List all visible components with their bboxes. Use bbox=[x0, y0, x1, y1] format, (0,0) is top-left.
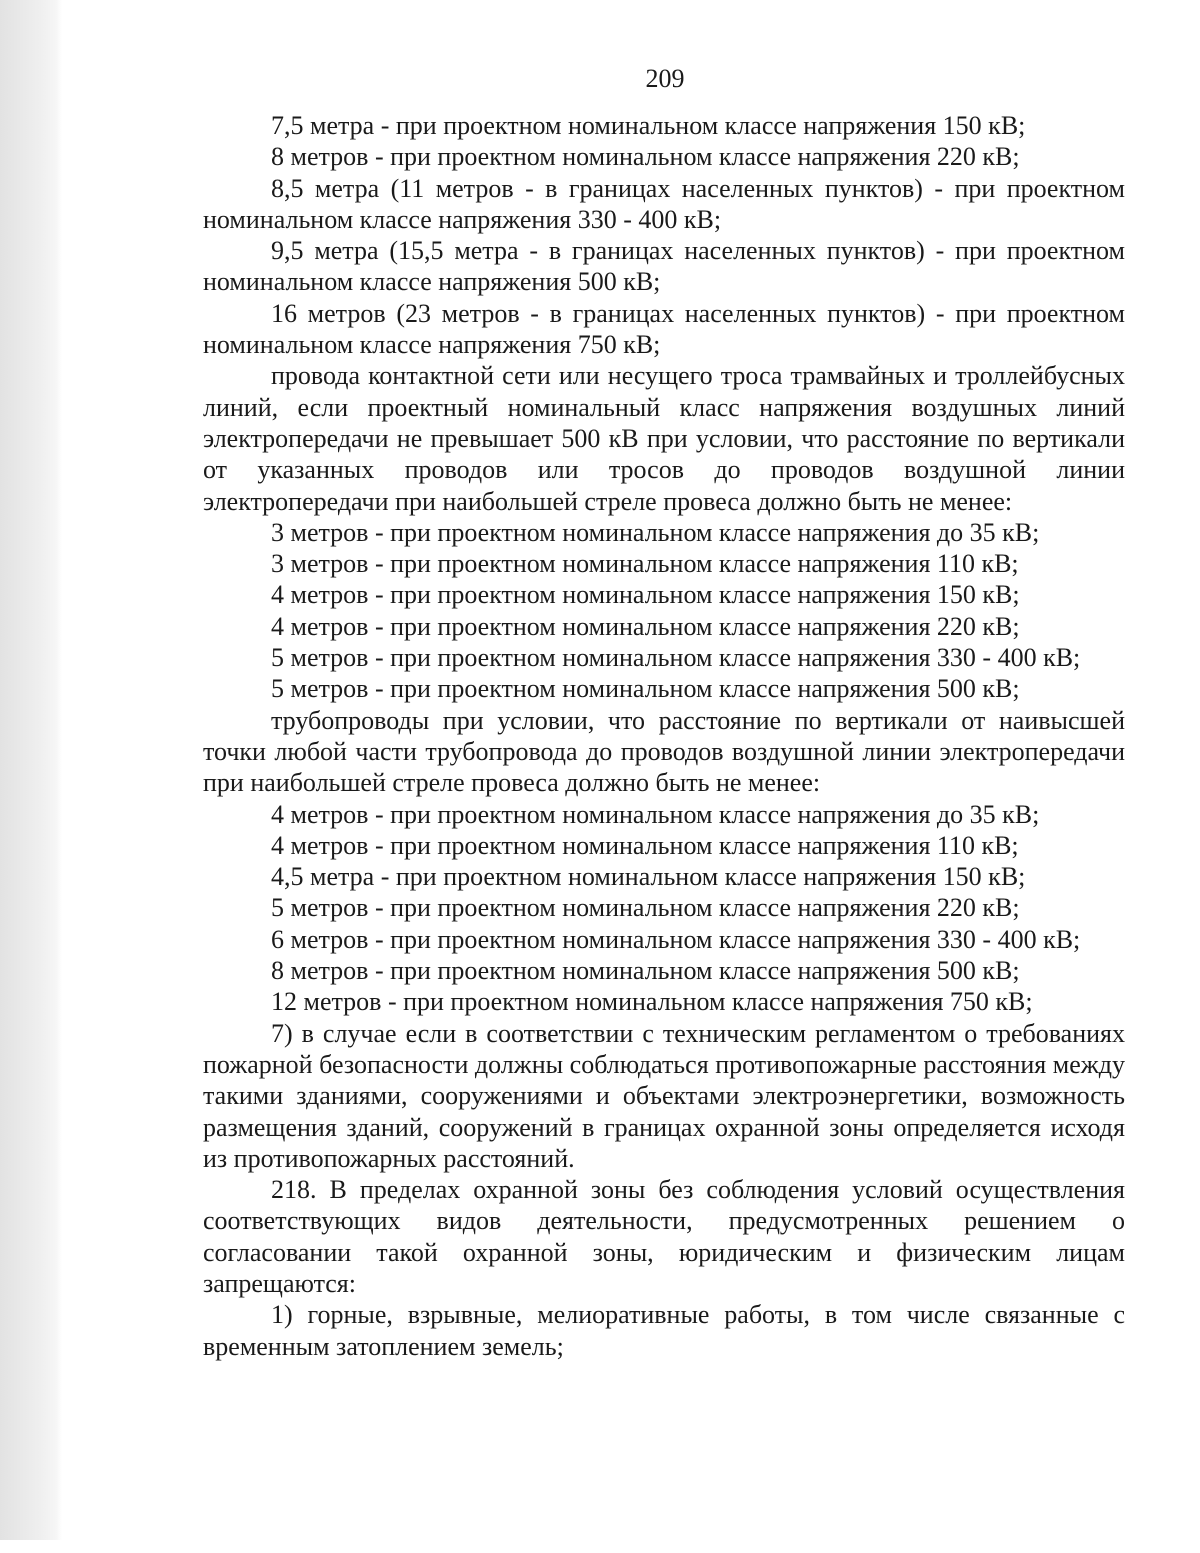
paragraph: 8 метров - при проектном номинальном классе напряжения 220 кВ; bbox=[271, 142, 1020, 172]
paragraph: 5 метров - при проектном номинальном классе напряжения 500 кВ; bbox=[271, 674, 1020, 704]
paragraph: 3 метров - при проектном номинальном классе напряжения 110 кВ; bbox=[271, 549, 1019, 579]
paragraph: 12 метров - при проектном номинальном классе напряжения 750 кВ; bbox=[271, 987, 1033, 1017]
paragraph: 5 метров - при проектном номинальном классе напряжения 220 кВ; bbox=[271, 893, 1020, 923]
paragraph: 3 метров - при проектном номинальном классе напряжения до 35 кВ; bbox=[271, 517, 1040, 547]
paragraph: 218. В пределах охранной зоны без соблюдения условий осуществления соответствующих видов деятельности, предусмотренных решением о согласовании такой охранной зоны, юридическим и физическим лицам запрещаются: bbox=[203, 1175, 1125, 1298]
document-body bbox=[203, 110, 1125, 1362]
paragraph: 4 метров - при проектном номинальном классе напряжения 220 кВ; bbox=[271, 611, 1020, 641]
paragraph: 5 метров - при проектном номинальном классе напряжения 330 - 400 кВ; bbox=[271, 643, 1081, 673]
paragraph: 4 метров - при проектном номинальном классе напряжения до 35 кВ; bbox=[271, 799, 1040, 829]
scan-left-edge-shadow bbox=[0, 0, 62, 1553]
page-bottom-margin bbox=[0, 1540, 1200, 1553]
paragraph: 7,5 метра - при проектном номинальном классе напряжения 150 кВ; bbox=[271, 111, 1026, 140]
paragraph: 8,5 метра (11 метров - в границах населенных пунктов) - при проектном номинальном классе напряжения 330 - 400 кВ; bbox=[203, 173, 1125, 234]
page-number: 209 bbox=[645, 64, 685, 93]
paragraph: трубопроводы при условии, что расстояние по вертикали от наивысшей точки любой части трубопровода до проводов воздушной линии электропередачи при наибольшей стреле провеса должно быть не менее: bbox=[203, 705, 1125, 798]
paragraph: 7) в случае если в соответствии с техническим регламентом о требованиях пожарной безопасности должны соблюдаться противопожарные расстояния между такими зданиями, сооружениями и объектами электроэнергетики, возможность размещения зданий, сооружений в границах охранной зоны определяется исходя из противопожарных расстояний. bbox=[203, 1018, 1125, 1173]
paragraph: 1) горные, взрывные, мелиоративные работы, в том числе связанные с временным затоплением земель; bbox=[203, 1300, 1125, 1361]
paragraph: провода контактной сети или несущего троса трамвайных и троллейбусных линий, если проектный номинальный класс напряжения воздушных линий электропередачи не превышает 500 кВ при условии, что расстояние по вертикали от указанных проводов или тросов до проводов воздушной линии электропередачи при наибольшей стреле провеса должно быть не менее: bbox=[203, 361, 1125, 516]
paragraph: 9,5 метра (15,5 метра - в границах населенных пунктов) - при проектном номинальном классе напряжения 500 кВ; bbox=[203, 236, 1125, 297]
paragraph: 4 метров - при проектном номинальном классе напряжения 110 кВ; bbox=[271, 830, 1019, 860]
paragraph: 6 метров - при проектном номинальном классе напряжения 330 - 400 кВ; bbox=[271, 924, 1081, 954]
paragraph: 4 метров - при проектном номинальном классе напряжения 150 кВ; bbox=[271, 580, 1020, 610]
paragraph: 8 метров - при проектном номинальном классе напряжения 500 кВ; bbox=[271, 956, 1020, 986]
paragraph: 16 метров (23 метров - в границах населенных пунктов) - при проектном номинальном классе напряжения 750 кВ; bbox=[203, 298, 1125, 360]
paragraph: 4,5 метра - при проектном номинальном классе напряжения 150 кВ; bbox=[271, 862, 1026, 892]
